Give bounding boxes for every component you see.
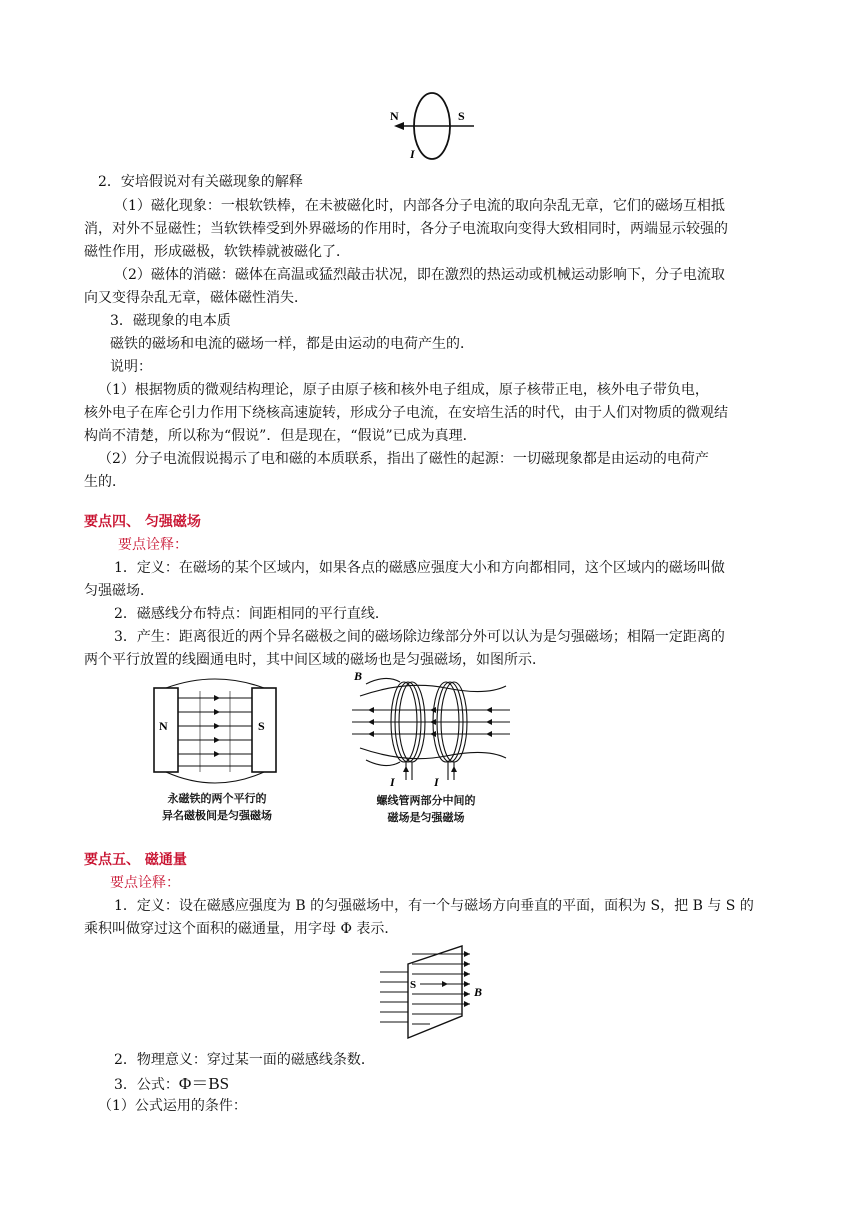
formula-label: 3．公式： (114, 1077, 179, 1093)
demagnetization-line-1: （2）磁体的消磁：磁体在高温或猛烈敲击状况，即在激烈的热运动或机械运动影响下，分子电流取 (114, 267, 725, 283)
point-4-subheading: 要点诠释： (118, 537, 188, 553)
field-line-feature: 2．磁感线分布特点：间距相同的平行直线． (114, 606, 389, 622)
two-coils-caption (340, 792, 512, 826)
section-2-title: 2．安培假说对有关磁现象的解释 (98, 174, 303, 190)
flux-formula: Φ＝BS (178, 1074, 230, 1093)
magnet-n-label: N (159, 719, 168, 733)
magnetization-line-2: 消，对外不显磁性；当软铁棒受到外界磁场的作用时，各分子电流取向变得大致相同时，两端显示较强的 (84, 221, 728, 237)
two-coils-caption-line-2: 磁场是匀强磁场 (387, 811, 465, 824)
physical-meaning: 2．物理意义：穿过某一面的磁感线条数． (114, 1052, 375, 1068)
note-2-line-2: 生的． (84, 474, 126, 490)
current-label: I (410, 147, 415, 161)
note-1-line-2: 核外电子在库仑引力作用下绕核高速旋转，形成分子电流，在安培生活的时代，由于人们对物质的微观结 (84, 405, 728, 421)
permanent-magnet-figure (140, 678, 290, 788)
coil-b-label: B (354, 669, 363, 683)
coil-current-label-1: I (390, 775, 395, 789)
point-5-heading: 要点五、 磁通量 (84, 852, 187, 868)
section-3-body: 磁铁的磁场和电流的磁场一样，都是由运动的电荷产生的． (110, 336, 474, 352)
note-1-line-3: 构尚不清楚，所以称为“假说”．但是现在，“假说”已成为真理． (84, 428, 477, 444)
magnetization-line-1: （1）磁化现象：一根软铁棒，在未被磁化时，内部各分子电流的取向杂乱无章，它们的磁场互相抵 (114, 198, 725, 214)
magnet-s-label: S (258, 719, 265, 733)
uniform-field-origin-line-2: 两个平行放置的线圈通电时，其中间区域的磁场也是匀强磁场，如图所示． (84, 652, 546, 668)
permanent-magnet-caption-line-2: 异名磁极间是匀强磁场 (162, 809, 272, 822)
note-label: 说明： (110, 359, 152, 375)
uniform-field-definition-line-2: 匀强磁场． (84, 583, 154, 599)
two-coils-caption-line-1: 螺线管两部分中间的 (376, 794, 476, 807)
formula-line (114, 1073, 814, 1096)
note-1-line-1: （1）根据物质的微观结构理论，原子由原子核和核外电子组成，原子核带正电，核外电子带负电， (98, 382, 709, 398)
note-2-line-1: （2）分子电流假说揭示了电和磁的本质联系，指出了磁性的起源：一切磁现象都是由运动的电荷产 (98, 451, 709, 467)
permanent-magnet-caption (128, 790, 306, 824)
magnetization-line-3: 磁性作用，形成磁极，软铁棒就被磁化了． (84, 244, 350, 260)
permanent-magnet-caption-line-1: 永磁铁的两个平行的 (167, 792, 267, 805)
flux-definition-line-2: 乘积叫做穿过这个面积的磁通量，用字母 Φ 表示． (84, 921, 399, 937)
flux-plane-figure (370, 942, 500, 1042)
formula-conditions: （1）公式运用的条件： (98, 1098, 247, 1114)
flux-definition-line-1: 1．定义：设在磁感应强度为 B 的匀强磁场中，有一个与磁场方向垂直的平面，面积为 S，把 B 与 S 的 (114, 898, 754, 914)
field-b-label: B (474, 985, 483, 999)
coil-current-label-2: I (434, 775, 439, 789)
current-loop-figure (382, 90, 482, 162)
uniform-field-definition-line-1: 1．定义：在磁场的某个区域内，如果各点的磁感应强度大小和方向都相同，这个区域内的磁场叫做 (114, 560, 725, 576)
point-5-subheading: 要点诠释： (110, 875, 180, 891)
area-s-label: S (410, 979, 417, 991)
demagnetization-line-2: 向又变得杂乱无章，磁体磁性消失． (84, 290, 308, 306)
uniform-field-origin-line-1: 3．产生：距离很近的两个异名磁极之间的磁场除边缘部分外可以认为是匀强磁场；相隔一定距离的 (114, 629, 725, 645)
section-3-title: 3．磁现象的电本质 (110, 313, 231, 329)
two-coils-figure (346, 666, 516, 792)
n-pole-label: N (390, 109, 399, 123)
point-4-heading: 要点四、 匀强磁场 (84, 514, 201, 530)
s-pole-label: S (458, 109, 465, 123)
